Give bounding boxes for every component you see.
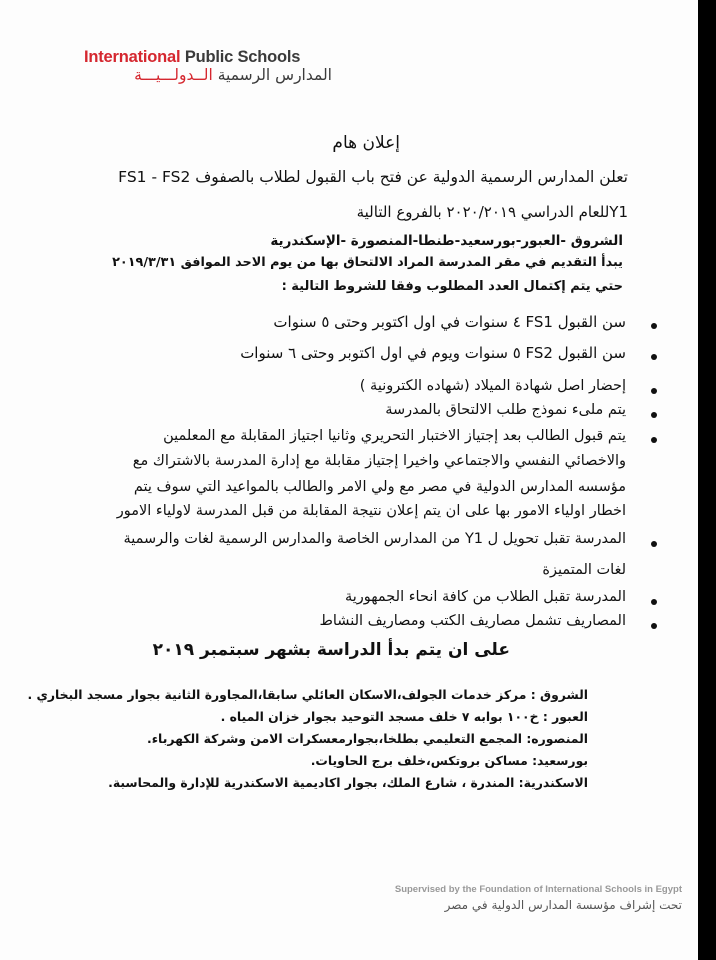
condition-5-line-4: اخطار اولياء الامور بها على ان يتم إعلان نتيجة المقابلة من قبل المدرسة لاولياء الامور [116,503,626,519]
logo-arabic-part1: المدارس الرسمية [212,66,332,84]
logo-word-public-schools: Public Schools [184,48,301,66]
condition-8: المصاريف تشمل مصاريف الكتب ومصاريف النشاط [319,613,626,629]
address-portsaid: بورسعيد: مساكن بروتكس،خلف برج الحاويات. [310,753,588,768]
logo-word-international: International [84,48,181,66]
condition-2: سن القبول FS2 ٥ سنوات ويوم في اول اكتوبر وحتى ٦ سنوات [240,344,626,362]
bullet-icon [651,623,657,629]
condition-5-line-2: والاخصائي النفسي والاجتماعي واخيرا إجتياز مقابلة مع إدارة المدرسة بالاشتراك مع [132,453,626,469]
bullet-icon [651,437,657,443]
address-alexandria: الاسكندرية: المندرة ، شارع الملك، بجوار اكاديمية الاسكندرية للإدارة والمحاسبة. [108,775,588,790]
bullet-icon [651,541,657,547]
bullet-icon [651,388,657,394]
condition-6: المدرسة تقبل تحويل ل Y1 من المدارس الخاصة والمدارس الرسمية لغات والرسمية [123,531,626,547]
school-logo-english [84,48,300,67]
intro-line-2: Y1للعام الدراسي ٢٠٢٠/٢٠١٩ بالفروع التالية [356,203,628,221]
address-mansoura: المنصوره: المجمع التعليمي بطلخا،بجوارمعسكرات الامن وشركة الكهرباء. [147,731,588,746]
condition-3: إحضار اصل شهادة الميلاد (شهاده الكترونية ) [359,378,626,394]
condition-5-line-3: مؤسسه المدارس الدولية في مصر مع ولي الامر والطالب بالمواعيد التي سوف يتم [133,479,626,495]
condition-6-line-2: لغات المتميزة [542,562,626,578]
bullet-icon [651,412,657,418]
bullet-icon [651,599,657,605]
footer-arabic: تحت إشراف مؤسسة المدارس الدولية في مصر [444,898,682,912]
intro-line-1: تعلن المدارس الرسمية الدولية عن فتح باب القبول لطلاب بالصفوف FS1 - FS2 [118,168,628,186]
logo-arabic-part2: الــدولـــيـــة [134,66,213,84]
announcement-title: إعلان هام [332,133,400,153]
condition-5: يتم قبول الطالب بعد إجتياز الاختبار التحريري وثانيا اجتياز المقابلة مع المعلمين [163,428,626,444]
apply-line-1: يبدأ التقديم في مقر المدرسة المراد الالتحاق بها من يوم الاحد الموافق ٢٠١٩/٣/٣١ [112,255,623,270]
condition-7: المدرسة تقبل الطلاب من كافة انحاء الجمهورية [344,589,626,605]
apply-line-2: حتي يتم إكتمال العدد المطلوب وفقا للشروط التالية : [281,279,623,294]
address-obour: العبور : خ١٠٠ بوابه ٧ خلف مسجد التوحيد بجوار خزان المياه . [220,709,588,724]
condition-1: سن القبول FS1 ٤ سنوات في اول اكتوبر وحتى ٥ سنوات [273,313,626,331]
school-logo-arabic [84,66,332,84]
condition-4: يتم ملىء نموذج طلب الالتحاق بالمدرسة [385,402,626,418]
bullet-icon [651,323,657,329]
footer-english: Supervised by the Foundation of International Schools in Egypt [394,884,682,895]
address-shorouk: الشروق : مركز خدمات الجولف،الاسكان العائلي سابقا،المجاورة الثانية بجوار مسجد البخاري . [27,687,588,702]
branches-line: الشروق -العبور-بورسعيد-طنطا-المنصورة -الإسكندرية [270,233,623,249]
study-start-line: على ان يتم بدأ الدراسة بشهر سبتمبر ٢٠١٩ [152,640,510,660]
bullet-icon [651,354,657,360]
